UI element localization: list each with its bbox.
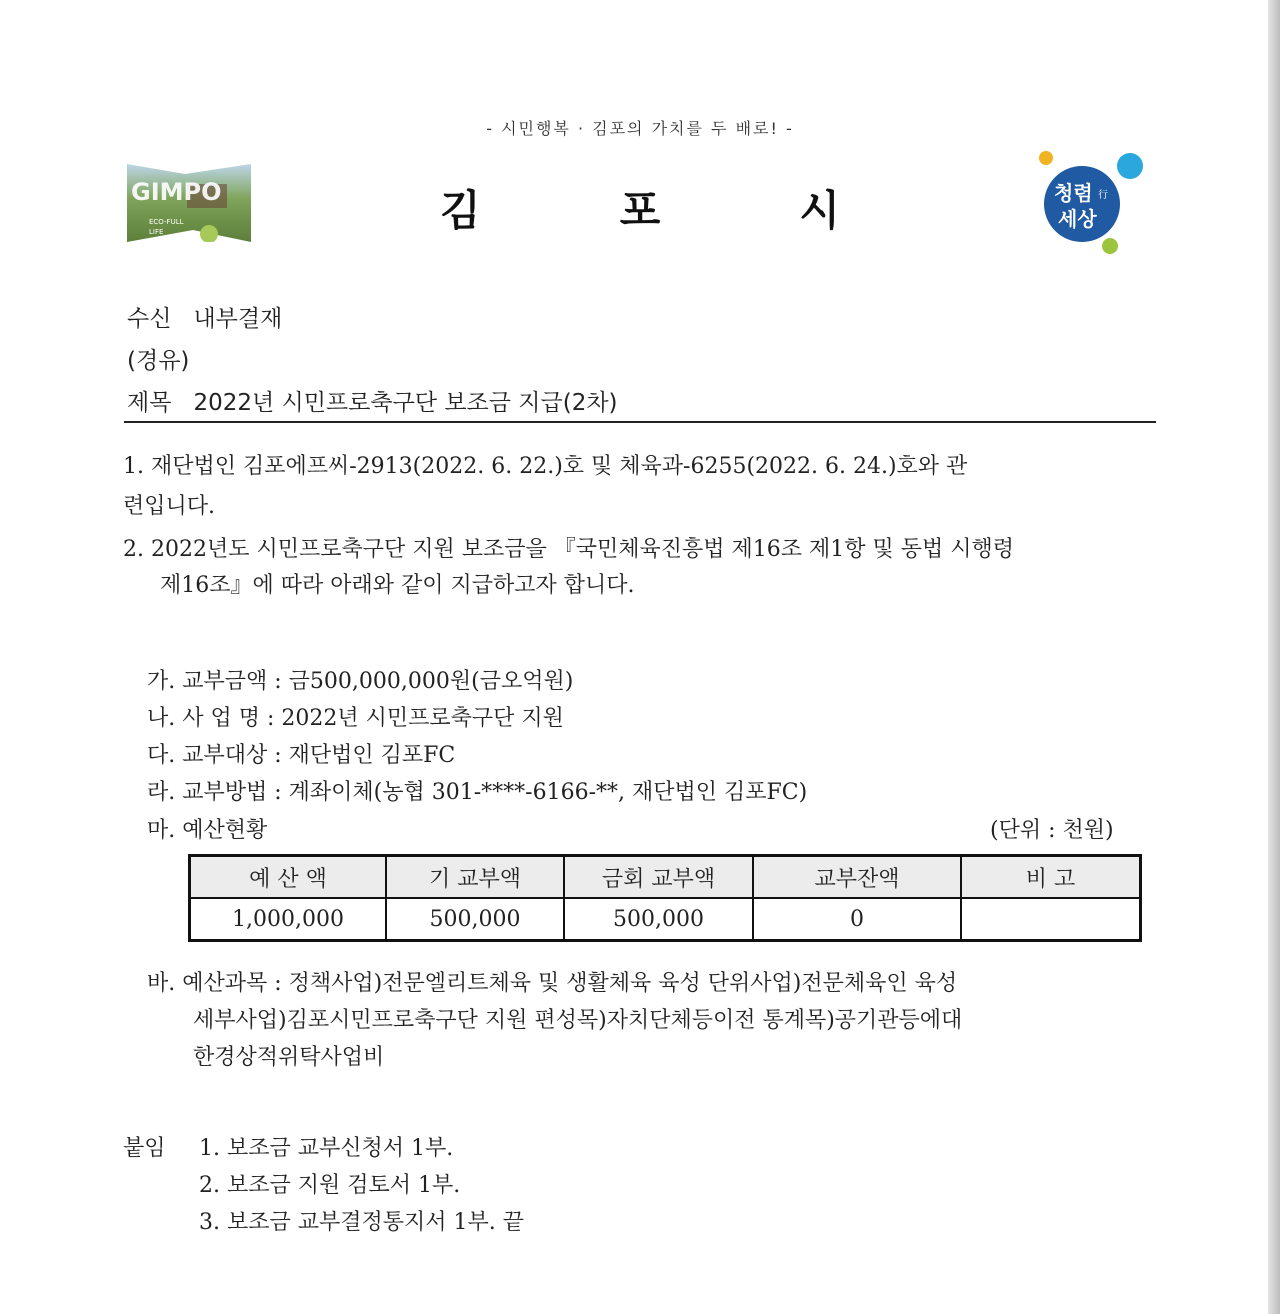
paragraph-1-line-1: 1. 재단법인 김포에프씨-2913(2022. 6. 22.)호 및 체육과-6255(2022. 6. 24.)호와 관 — [123, 454, 968, 479]
page-edge-shadow — [1268, 0, 1280, 1314]
item-method-label: 라. 교부방법 — [147, 780, 268, 805]
org-char-3: 시 — [799, 186, 840, 235]
attachment-item-3: 3. 보조금 교부결정통지서 1부. 끝 — [199, 1210, 524, 1235]
table-cell — [961, 898, 1141, 941]
attachments-label: 붙임 — [123, 1136, 166, 1161]
item-amount-value: : 금500,000,000원(금오억원) — [274, 669, 574, 694]
unit-label: (단위 : 천원) — [990, 818, 1114, 843]
paragraph-1-line-2: 련입니다. — [123, 494, 216, 519]
logo-left-text: GIMPO — [131, 178, 222, 206]
table-cell: 500,000 — [386, 898, 564, 941]
table-cell: 1,000,000 — [190, 898, 387, 941]
table-header-cell: 비 고 — [961, 856, 1141, 899]
recipient-label: 수신 — [127, 306, 172, 332]
item-method — [147, 775, 807, 806]
subject-value: 2022년 시민프로축구단 보조금 지급(2차) — [193, 390, 618, 416]
item-project-value: : 2022년 시민프로축구단 지원 — [266, 706, 564, 731]
table-header-cell: 금회 교부액 — [564, 856, 753, 899]
budget-status-label: 마. 예산현황 — [147, 818, 268, 843]
paragraph-2-line-1: 2. 2022년도 시민프로축구단 지원 보조금을 『국민체육진흥법 제16조 제1항 및 동법 시행령 — [123, 537, 1014, 562]
item-amount-label: 가. 교부금액 — [147, 669, 268, 694]
org-char-1: 김 — [440, 186, 481, 235]
budget-table — [188, 854, 1142, 942]
table-cell: 0 — [753, 898, 961, 941]
item-project-label: 나. 사 업 명 — [147, 706, 260, 731]
item-target-value: : 재단법인 김포FC — [274, 743, 456, 768]
item-method-value: : 계좌이체(농협 301-****-6166-**, 재단법인 김포FC) — [274, 780, 808, 805]
subject-line — [127, 384, 618, 417]
recipient-line — [127, 300, 282, 333]
subject-label: 제목 — [127, 390, 172, 416]
table-header-cell: 예 산 액 — [190, 856, 387, 899]
table-header-cell: 기 교부액 — [386, 856, 564, 899]
logo-left-sub1: ECO-FULL — [149, 218, 184, 226]
logo-right-line1: 청렴 — [1054, 181, 1093, 205]
item-target — [147, 738, 455, 769]
account-line-3: 한경상적위탁사업비 — [193, 1045, 385, 1070]
table-header-cell: 교부잔액 — [753, 856, 961, 899]
integrity-logo — [1034, 148, 1150, 258]
table-header-row — [190, 856, 1141, 899]
via-line: (경유) — [127, 348, 190, 374]
table-cell: 500,000 — [564, 898, 753, 941]
item-target-label: 다. 교부대상 — [147, 743, 268, 768]
recipient-value: 내부결재 — [193, 306, 283, 332]
table-row — [190, 898, 1141, 941]
logo-left-sub2: LIFE — [149, 228, 164, 236]
org-char-2: 포 — [619, 186, 661, 235]
header-divider — [124, 421, 1156, 423]
slogan: - 시민행복 · 김포의 가치를 두 배로! - — [486, 119, 794, 138]
attachment-item-2: 2. 보조금 지원 검토서 1부. — [199, 1173, 461, 1198]
logo-right-mark: 行 — [1098, 190, 1108, 201]
account-line-2: 세부사업)김포시민프로축구단 지원 편성목)자치단체등이전 통계목)공기관등에대 — [193, 1008, 963, 1033]
logo-right-line2: 세상 — [1058, 207, 1097, 231]
account-line-1: 바. 예산과목 : 정책사업)전문엘리트체육 및 생활체육 육성 단위사업)전문체육인 육성 — [147, 971, 958, 996]
organization-name — [440, 178, 840, 238]
item-project — [147, 701, 564, 732]
attachment-item-1: 1. 보조금 교부신청서 1부. — [199, 1136, 454, 1161]
gimpo-logo — [127, 164, 251, 242]
item-amount — [147, 664, 573, 695]
paragraph-2-line-2: 제16조』에 따라 아래와 같이 지급하고자 합니다. — [160, 573, 635, 598]
